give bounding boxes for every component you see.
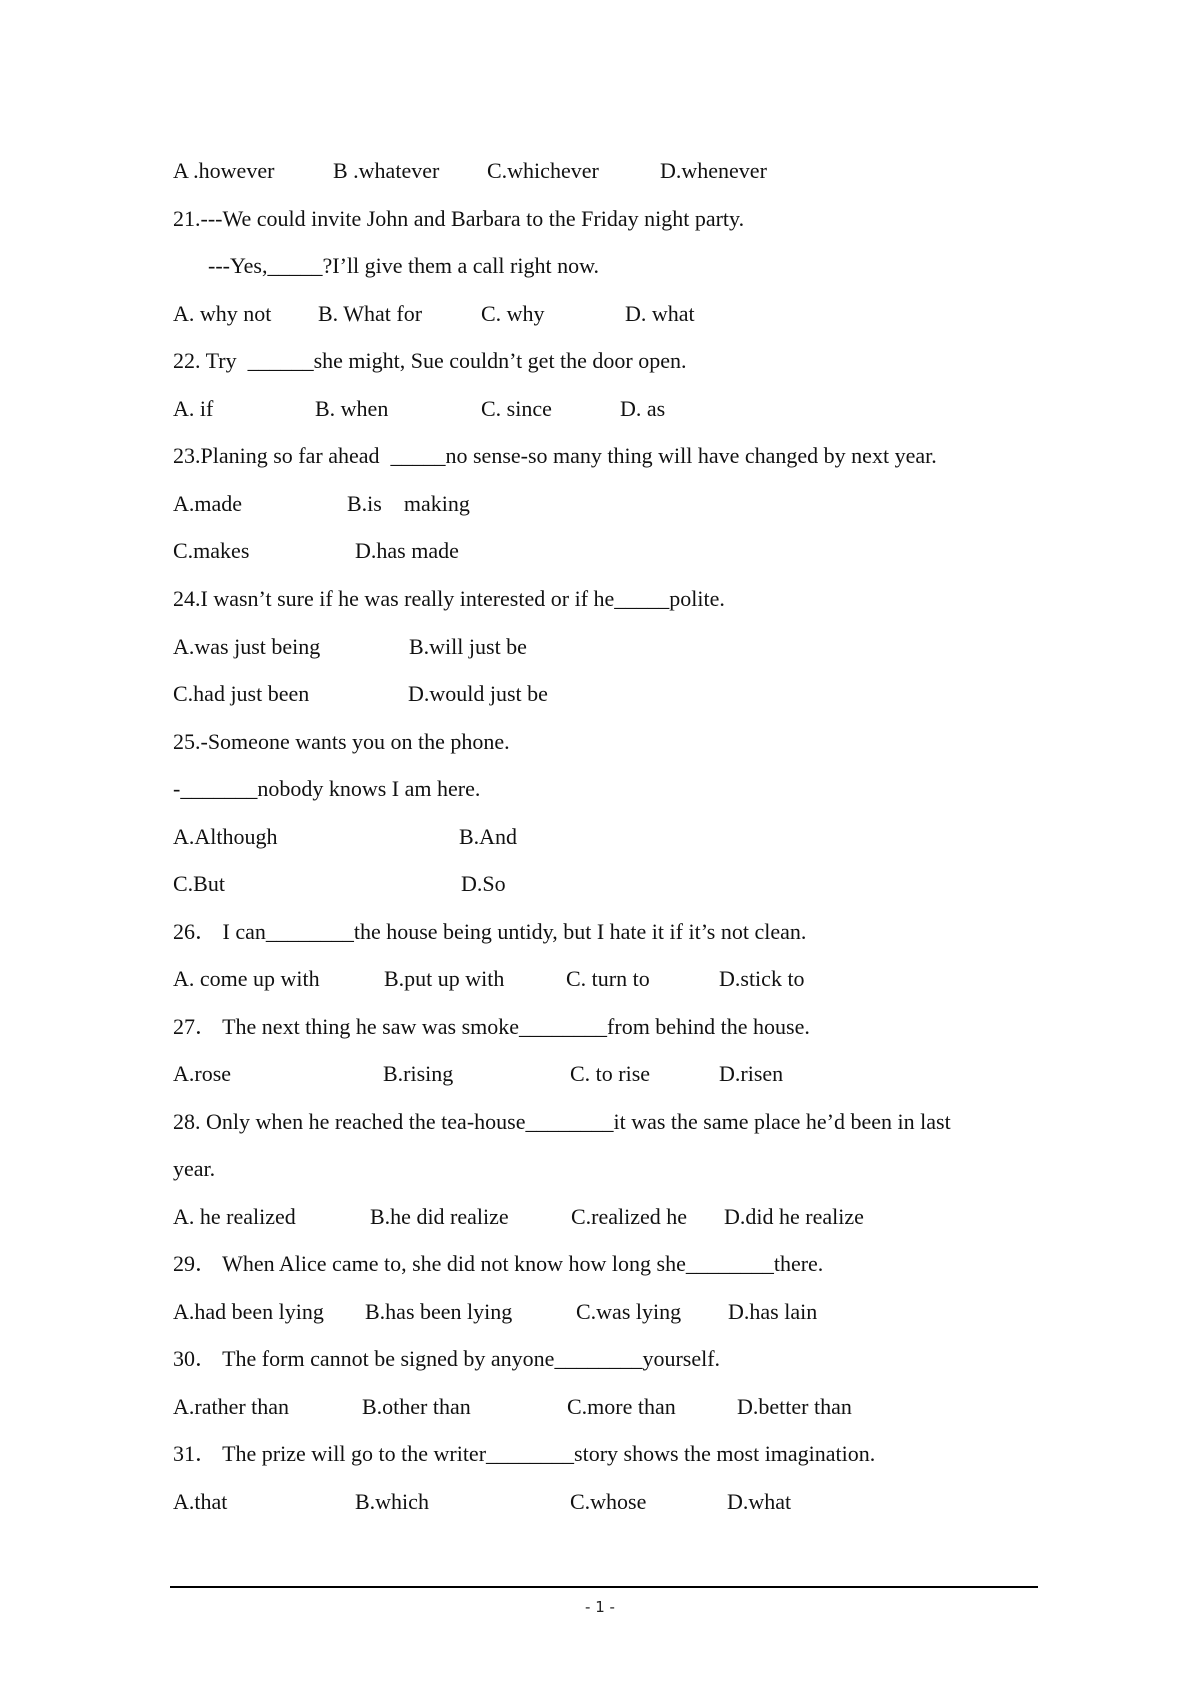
option-c: C. turn to: [566, 966, 650, 991]
question-21-reply: ---Yes,_____?I’ll give them a call right now.: [208, 253, 600, 278]
option-d: D.would just be: [408, 681, 548, 706]
question-28: 28. Only when he reached the tea-house________it was the same place he’d been in last: [173, 1109, 951, 1134]
option-b: B.has been lying: [365, 1299, 513, 1324]
option-b: B.And: [459, 824, 518, 849]
option-d: D. as: [620, 396, 666, 421]
option-a: A .however: [173, 158, 275, 183]
option-d: D.risen: [719, 1061, 784, 1086]
question-28-continued: year.: [173, 1156, 216, 1181]
option-c: C. to rise: [570, 1061, 651, 1086]
question-22: 22. Try ______she might, Sue couldn’t get the door open.: [173, 348, 687, 373]
option-a: A.had been lying: [173, 1299, 324, 1324]
option-c: C. why: [481, 301, 545, 326]
option-d: D. what: [625, 301, 695, 326]
option-c: C.whose: [570, 1489, 647, 1514]
question-25-reply: -_______nobody knows I am here.: [173, 776, 481, 801]
option-a: A. why not: [173, 301, 272, 326]
option-d: D.whenever: [660, 158, 767, 183]
option-c: C. since: [481, 396, 552, 421]
question-29: 29． When Alice came to, she did not know how long she________there.: [173, 1251, 824, 1276]
option-a: A. he realized: [173, 1204, 296, 1229]
question-26: 26． I can________the house being untidy, but I hate it if it’s not clean.: [173, 919, 807, 944]
option-a: A. come up with: [173, 966, 320, 991]
option-b: B.is making: [347, 491, 470, 516]
question-31: 31． The prize will go to the writer________story shows the most imagination.: [173, 1441, 876, 1466]
option-c: C.realized he: [571, 1204, 688, 1229]
option-d: D.what: [727, 1489, 792, 1514]
option-a: A.was just being: [173, 634, 321, 659]
option-d: D.So: [461, 871, 506, 896]
option-a: A.made: [173, 491, 243, 516]
option-c: C.had just been: [173, 681, 310, 706]
footer-divider: [170, 1586, 1038, 1588]
option-b: B.will just be: [409, 634, 527, 659]
option-d: D.has made: [355, 538, 459, 563]
option-c: C.whichever: [487, 158, 599, 183]
question-25: 25.-Someone wants you on the phone.: [173, 729, 510, 754]
question-27: 27． The next thing he saw was smoke________from behind the house.: [173, 1014, 810, 1039]
option-c: C.more than: [567, 1394, 676, 1419]
option-d: D.stick to: [719, 966, 805, 991]
option-b: B.put up with: [384, 966, 505, 991]
option-b: B .whatever: [333, 158, 440, 183]
question-24: 24.I wasn’t sure if he was really interested or if he_____polite.: [173, 586, 725, 611]
option-a: A.rather than: [173, 1394, 290, 1419]
question-30: 30． The form cannot be signed by anyone________yourself.: [173, 1346, 721, 1371]
option-b: B.which: [355, 1489, 429, 1514]
option-c: C.makes: [173, 538, 250, 563]
option-d: D.has lain: [728, 1299, 818, 1324]
option-b: B. when: [315, 396, 389, 421]
option-a: A.that: [173, 1489, 228, 1514]
option-a: A.Although: [173, 824, 278, 849]
option-b: B.rising: [383, 1061, 454, 1086]
option-a: A.rose: [173, 1061, 232, 1086]
page-number: - 1 -: [585, 1598, 615, 1616]
option-a: A. if: [173, 396, 214, 421]
option-b: B.he did realize: [370, 1204, 509, 1229]
option-d: D.better than: [737, 1394, 852, 1419]
option-d: D.did he realize: [724, 1204, 864, 1229]
option-b: B.other than: [362, 1394, 471, 1419]
option-c: C.was lying: [576, 1299, 682, 1324]
question-21: 21.---We could invite John and Barbara to the Friday night party.: [173, 206, 745, 231]
question-23: 23.Planing so far ahead _____no sense-so many thing will have changed by next year.: [173, 443, 937, 468]
option-b: B. What for: [318, 301, 423, 326]
option-c: C.But: [173, 871, 225, 896]
